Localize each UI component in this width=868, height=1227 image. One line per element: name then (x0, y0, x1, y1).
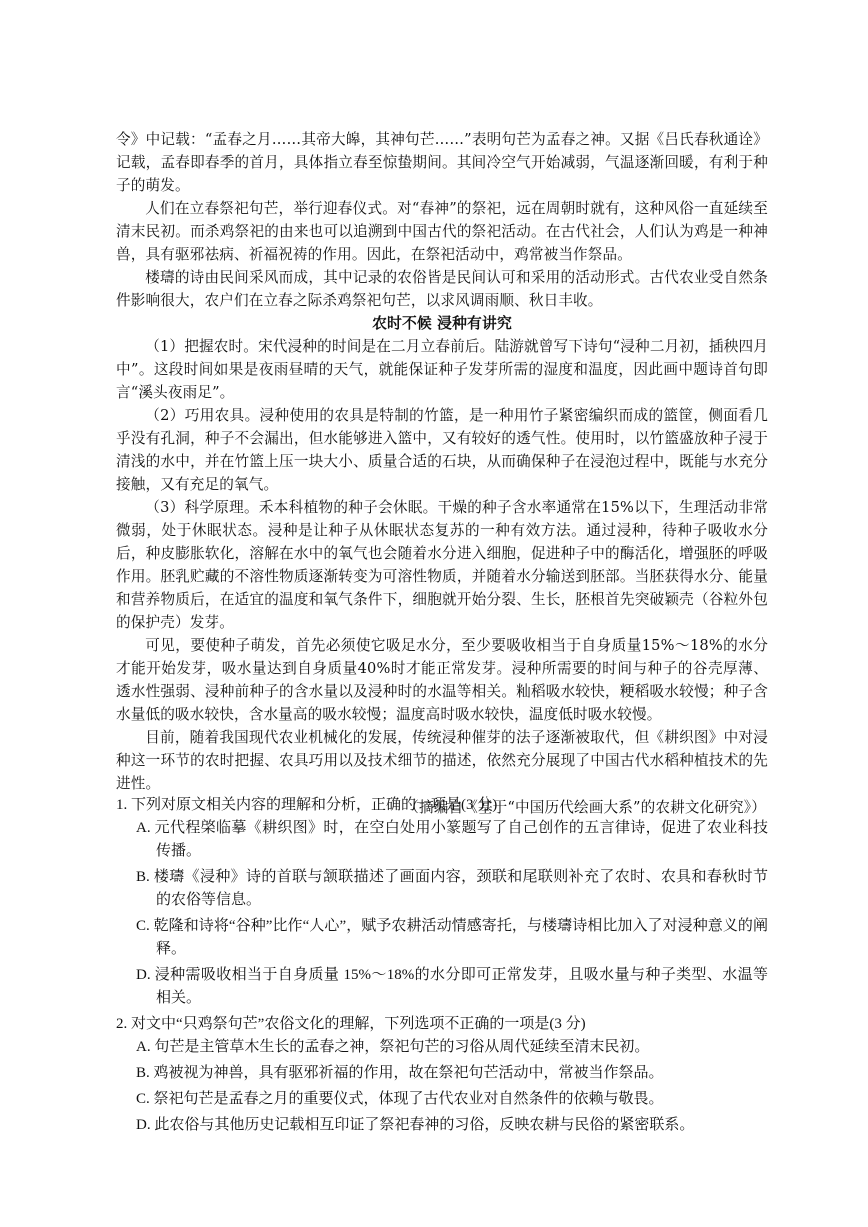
option-b: B. 楼璹《浸种》诗的首联与颔联描述了画面内容，颈联和尾联则补充了农时、农具和春秋时节的农俗等信息。 (136, 869, 768, 908)
option-a: A. 句芒是主管草木生长的孟春之神，祭祀句芒的习俗从周代延续至清末民初。 (136, 1039, 650, 1055)
question-stem: 2. 对文中“只鸡祭句芒”农俗文化的理解，下列选项不正确的一项是(3 分) (116, 1016, 586, 1032)
passage-paragraph: 可见，要使种子萌发，首先必须使它吸足水分，至少要吸收相当于自身质量15%～18%的水分才能开始发芽，吸水量达到自身质量40%时才能正常发芽。浸种所需要的时间与种子的谷壳厚薄、透水性强弱、浸种前种子的含水量以及浸种时的水温等相关。籼稻吸水较快，粳稻吸水较慢；种子含水量低的吸水较快，含水量高的吸水较慢；温度高时吸水较快，温度低时吸水较慢。 (116, 637, 768, 723)
question-stem: 1. 下列对原文相关内容的理解和分析，正确的一项是(3 分) (116, 797, 498, 813)
option-c: C. 乾隆和诗将“谷种”比作“人心”，赋予农耕活动情感寄托，与楼璹诗相比加入了对浸种意义的阐释。 (136, 918, 768, 957)
option-d: D. 此农俗与其他历史记载相互印证了祭祀春神的习俗，反映农耕与民俗的紧密联系。 (136, 1117, 695, 1133)
passage-paragraph: 令》中记载：“孟春之月……其帝大皞，其神句芒……”表明句芒为孟春之神。又据《吕氏春秋通诠》记载，孟春即春季的首月，具体指立春至惊蛰期间。其间冷空气开始减弱，气温逐渐回暖，有利于种子的萌发。 (116, 131, 768, 194)
passage-paragraph: （3）科学原理。禾本科植物的种子会休眠。干燥的种子含水率通常在15%以下，生理活动非常微弱，处于休眠状态。浸种是让种子从休眠状态复苏的一种有效方法。通过浸种，待种子吸收水分后，种皮膨胀软化，溶解在水中的氧气也会随着水分进入细胞，促进种子中的酶活化，增强胚的呼吸作用。胚乳贮藏的不溶性物质逐渐转变为可溶性物质，并随着水分输送到胚部。当胚获得水分、能量和营养物质后，在适宜的温度和氧气条件下，细胞就开始分裂、生长，胚根首先突破颖壳（谷粒外包的保护壳）发芽。 (116, 499, 768, 631)
question-2 (116, 1013, 768, 1137)
passage-paragraph: 人们在立春祭祀句芒，举行迎春仪式。对“春神”的祭祀，远在周朝时就有，这种风俗一直延续至清末民初。而杀鸡祭祀的由来也可以追溯到中国古代的祭祀活动。在古代社会，人们认为鸡是一种神兽，具有驱邪祛病、祈福祝祷的作用。因此，在祭祀活动中，鸡常被当作祭品。 (116, 200, 768, 263)
reading-passage (116, 128, 768, 819)
option-a: A. 元代程棨临摹《耕织图》时，在空白处用小篆题写了自己创作的五言律诗，促进了农业科技传播。 (136, 820, 768, 859)
question-1 (116, 794, 768, 1010)
source-citation: （摘编自《基于“中国历代绘画大系”的农耕文化研究》） (404, 799, 766, 816)
option-b: B. 鸡被视为神兽，具有驱邪祈福的作用，故在祭祀句芒活动中，常被当作祭品。 (136, 1065, 664, 1081)
passage-paragraph: （2）巧用农具。浸种使用的农具是特制的竹篮，是一种用竹子紧密编织而成的篮筐，侧面看几乎没有孔洞，种子不会漏出，但水能够进入篮中，又有较好的透气性。使用时，以竹篮盛放种子浸于清浅的水中，并在竹篮上压一块大小、质量合适的石块，从而确保种子在浸泡过程中，既能与水充分接触，又有充足的氧气。 (116, 407, 768, 493)
passage-paragraph: 楼璹的诗由民间采风而成，其中记录的农俗皆是民间认可和采用的活动形式。古代农业受自然条件影响很大，农户们在立春之际杀鸡祭祀句芒，以求风调雨顺、秋日丰收。 (116, 269, 768, 309)
passage-paragraph: （1）把握农时。宋代浸种的时间是在二月立春前后。陆游就曾写下诗句“浸种二月初，插秧四月中”。这段时间如果是夜雨昼晴的天气，就能保证种子发芽所需的湿度和温度，因此画中题诗首句即言“溪头夜雨足”。 (116, 338, 768, 401)
question-section (116, 794, 768, 1140)
option-d: D. 浸种需吸收相当于自身质量 15%～18%的水分即可正常发芽，且吸水量与种子类型、水温等相关。 (136, 967, 768, 1006)
option-c: C. 祭祀句芒是孟春之月的重要仪式，体现了古代农业对自然条件的依赖与敬畏。 (136, 1091, 664, 1107)
passage-paragraph: 目前，随着我国现代农业机械化的发展，传统浸种催芽的法子逐渐被取代，但《耕织图》中对浸种这一环节的农时把握、农具巧用以及技术细节的描述，依然充分展现了中国古代水稻种植技术的先进性。 (116, 729, 768, 792)
section-heading: 农时不候 浸种有讲究 (372, 315, 512, 332)
